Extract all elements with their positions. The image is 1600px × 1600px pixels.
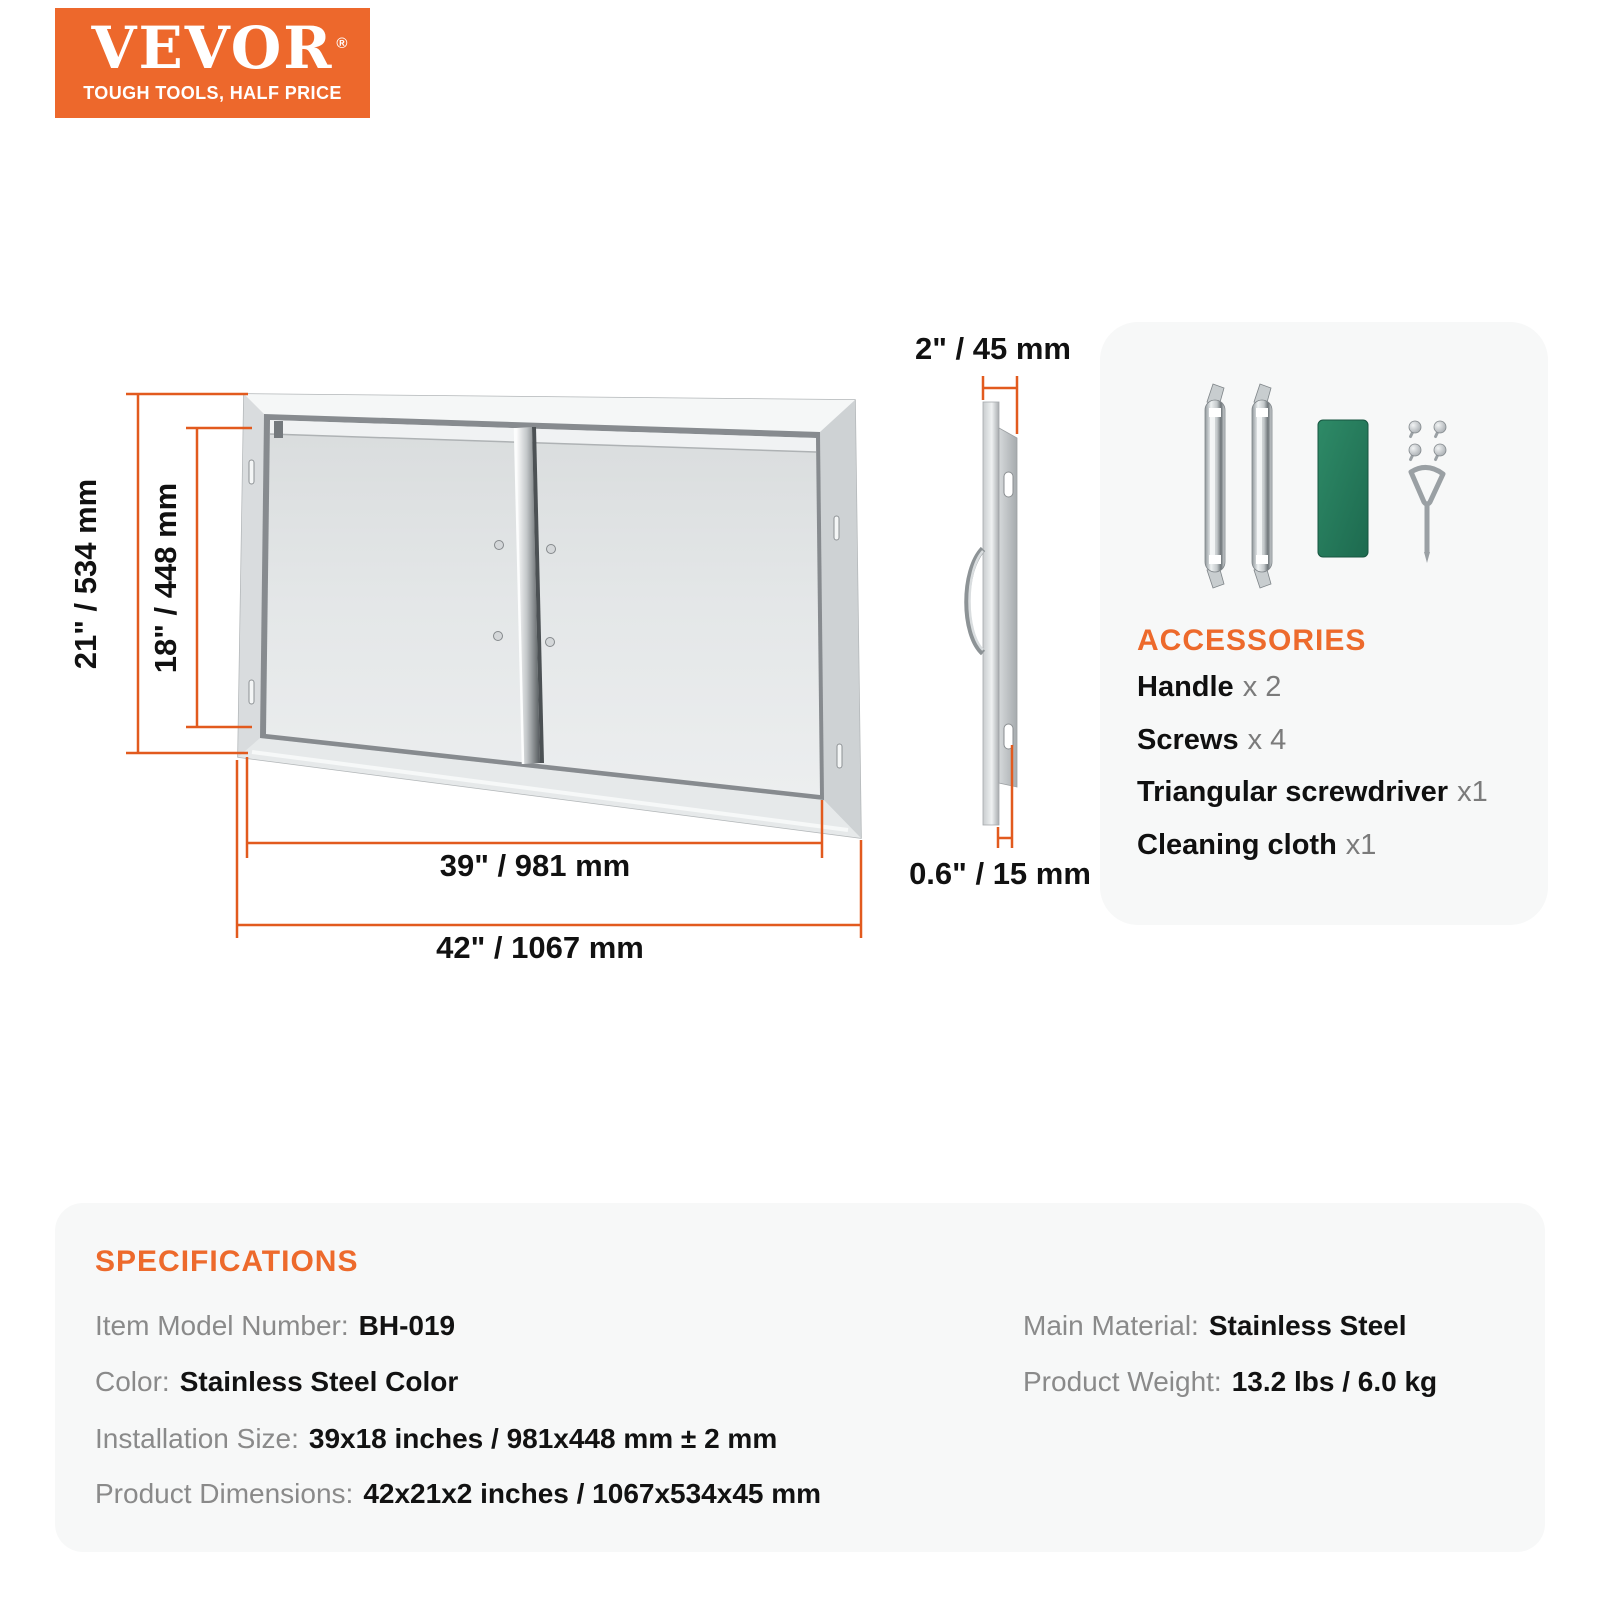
specifications-title: SPECIFICATIONS bbox=[95, 1245, 359, 1278]
accessory-count: x 2 bbox=[1242, 671, 1282, 703]
spec-value: 13.2 lbs / 6.0 kg bbox=[1231, 1366, 1438, 1397]
handle-image bbox=[1252, 384, 1272, 588]
spec-row-main-material bbox=[1023, 1308, 1407, 1344]
frame-bottom-face bbox=[238, 738, 861, 838]
frame-bottom-highlight bbox=[252, 752, 848, 830]
brand-logo bbox=[55, 8, 370, 118]
spec-label: Main Material: bbox=[1023, 1310, 1199, 1341]
accessory-name: Screws bbox=[1137, 724, 1239, 756]
dimension-flange-offset: 0.6" / 15 mm bbox=[909, 856, 1091, 891]
accessory-item bbox=[1137, 828, 1376, 862]
side-rear-flange bbox=[999, 428, 1017, 787]
spec-row-product-dimensions bbox=[95, 1476, 821, 1512]
top-rail-edge bbox=[270, 434, 816, 452]
dimension-outer-height: 21" / 534 mm bbox=[68, 478, 103, 670]
spec-value: BH-019 bbox=[358, 1310, 456, 1341]
accessory-name: Handle bbox=[1137, 671, 1234, 703]
screws-image bbox=[1409, 421, 1446, 462]
spec-row-color bbox=[95, 1364, 458, 1400]
spec-label: Item Model Number: bbox=[95, 1310, 349, 1341]
spec-label: Installation Size: bbox=[95, 1423, 299, 1454]
side-handle-arc-highlight bbox=[970, 551, 984, 650]
frame-slots bbox=[249, 460, 842, 768]
accessory-item bbox=[1137, 723, 1286, 757]
frame-top-face bbox=[244, 394, 855, 432]
handle-image bbox=[1205, 384, 1225, 588]
spec-value: Stainless Steel Color bbox=[179, 1366, 459, 1397]
dimension-outer-width: 42" / 1067 mm bbox=[436, 930, 644, 965]
divider-shadow bbox=[534, 427, 542, 763]
dimension-inner-width: 39" / 981 mm bbox=[439, 848, 631, 883]
frame-left-face bbox=[238, 394, 264, 757]
accessory-count: x1 bbox=[1457, 776, 1488, 808]
spec-label: Color: bbox=[95, 1366, 170, 1397]
accessory-count: x1 bbox=[1345, 829, 1377, 861]
door-divider bbox=[516, 427, 540, 764]
side-view-door bbox=[967, 402, 1017, 825]
spec-value: 39x18 inches / 981x448 mm ± 2 mm bbox=[308, 1423, 778, 1454]
frame-right-face bbox=[820, 400, 861, 838]
side-mount-slots bbox=[1004, 472, 1013, 749]
accessories-photo bbox=[1100, 362, 1548, 632]
accessories-title: ACCESSORIES bbox=[1137, 624, 1367, 657]
spec-label: Product Dimensions: bbox=[95, 1478, 354, 1509]
accessory-name: Triangular screwdriver bbox=[1137, 776, 1449, 808]
front-view-door bbox=[238, 394, 861, 838]
triangular-screwdriver-image bbox=[1411, 467, 1443, 563]
brand-tagline: TOUGH TOOLS, HALF PRICE bbox=[83, 82, 342, 103]
specifications-card bbox=[55, 1203, 1545, 1552]
dimension-depth: 2" / 45 mm bbox=[915, 331, 1071, 366]
accessory-item bbox=[1137, 775, 1488, 809]
registered-trademark-symbol: ® bbox=[336, 34, 350, 52]
brand-wordmark-text: VEVOR bbox=[91, 13, 334, 82]
door-outer-frame bbox=[238, 394, 861, 838]
spec-label: Product Weight: bbox=[1023, 1366, 1222, 1397]
spec-value: Stainless Steel bbox=[1208, 1310, 1407, 1341]
door-top-rail bbox=[270, 420, 816, 452]
divider-highlight bbox=[515, 428, 523, 764]
spec-row-product-weight bbox=[1023, 1364, 1437, 1400]
spec-row-model-number bbox=[95, 1308, 455, 1344]
dimension-inner-height: 18" / 448 mm bbox=[148, 482, 183, 674]
spec-row-installation-size bbox=[95, 1421, 777, 1457]
hinge-detail bbox=[274, 421, 283, 438]
door-recess bbox=[260, 414, 824, 800]
door-leaves bbox=[266, 420, 820, 795]
accessory-count: x 4 bbox=[1247, 724, 1287, 756]
accessory-item bbox=[1137, 670, 1281, 704]
accessories-card bbox=[1100, 322, 1548, 925]
handle-mount-screws bbox=[494, 541, 556, 647]
side-front-panel bbox=[983, 402, 999, 825]
brand-wordmark bbox=[91, 13, 350, 82]
spec-value: 42x21x2 inches / 1067x534x45 mm bbox=[363, 1478, 822, 1509]
accessory-name: Cleaning cloth bbox=[1137, 829, 1337, 861]
side-handle-arc bbox=[967, 549, 983, 653]
cleaning-cloth-image bbox=[1318, 420, 1368, 557]
